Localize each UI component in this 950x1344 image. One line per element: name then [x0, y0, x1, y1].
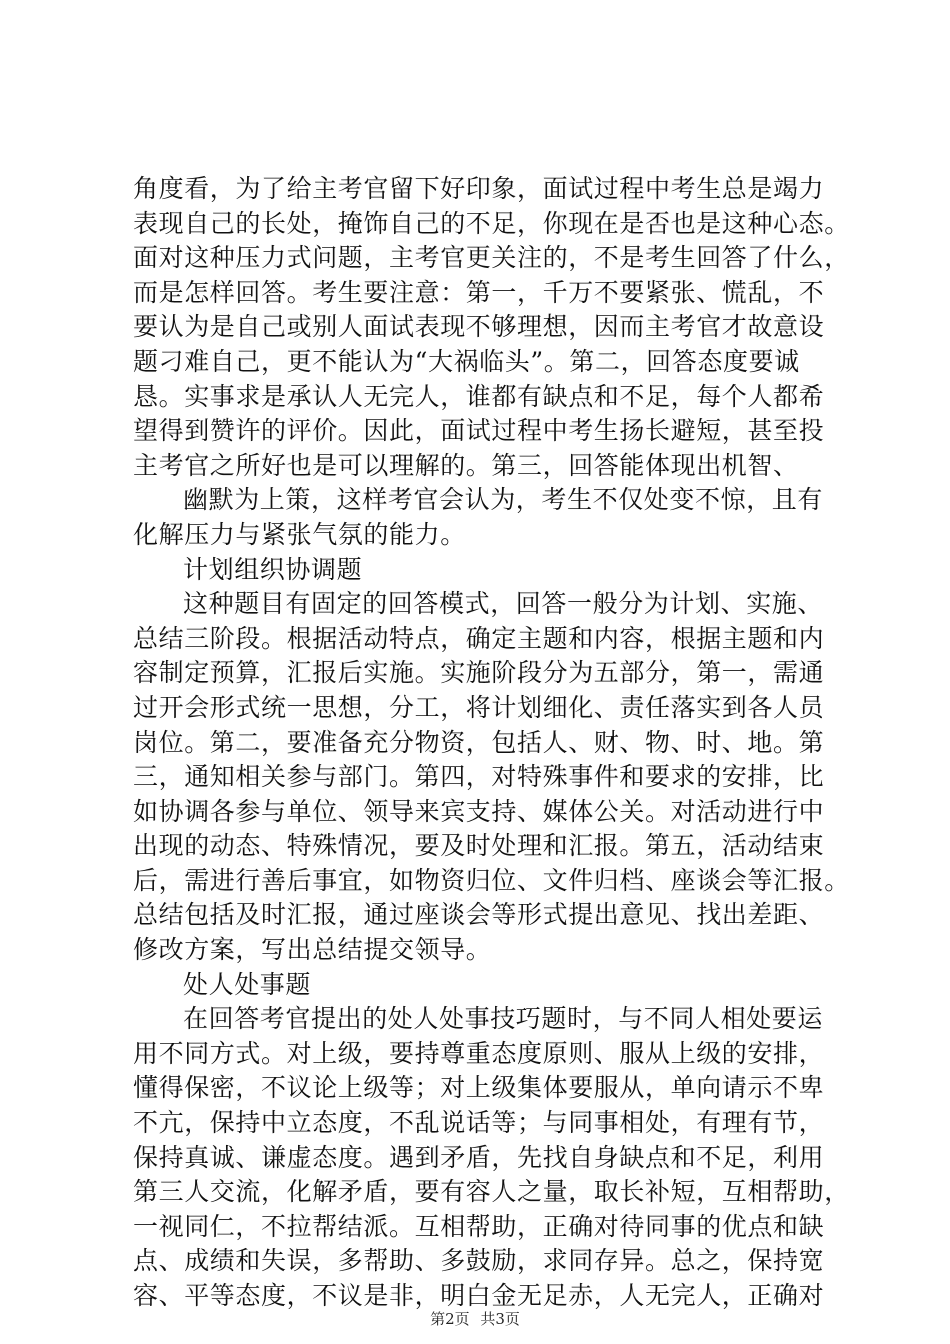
text-line: 修改方案，写出总结提交领导。 [133, 935, 492, 965]
text-line: 处人处事题 [183, 969, 312, 999]
text-line: 点、成绩和失误，多帮助、多鼓励，求同存异。总之，保持宽 [133, 1246, 825, 1276]
text-line: 恳。实事求是承认人无完人，谁都有缺点和不足，每个人都希 [133, 381, 825, 411]
text-line: 表现自己的长处，掩饰自己的不足，你现在是否也是这种心态。 [133, 208, 850, 238]
text-line: 过开会形式统一思想，分工，将计划细化、责任落实到各人员 [133, 692, 825, 722]
text-line: 化解压力与紧张气氛的能力。 [133, 519, 466, 549]
text-line: 三，通知相关参与部门。第四，对特殊事件和要求的安排，比 [133, 762, 825, 792]
text-line: 而是怎样回答。考生要注意：第一，千万不要紧张、慌乱，不 [133, 277, 825, 307]
page-footer [0, 1308, 950, 1329]
text-line: 角度看，为了给主考官留下好印象，面试过程中考生总是竭力 [133, 174, 825, 203]
text-line: 懂得保密，不议论上级等；对上级集体要服从，单向请示不卑 [133, 1073, 825, 1103]
text-line: 第三人交流，化解矛盾，要有容人之量，取长补短，互相帮助， [133, 1177, 850, 1207]
text-line: 后，需进行善后事宜，如物资归位、文件归档、座谈会等汇报。 [133, 865, 850, 895]
text-line: 这种题目有固定的回答模式，回答一般分为计划、实施、 [183, 589, 824, 619]
text-line: 要认为是自己或别人面试表现不够理想，因而主考官才故意设 [133, 312, 825, 342]
text-line: 容制定预算，汇报后实施。实施阶段分为五部分，第一，需通 [133, 658, 825, 688]
text-line: 面对这种压力式问题，主考官更关注的，不是考生回答了什么， [133, 243, 850, 273]
page-total: 共3页 [480, 1310, 520, 1328]
text-line: 不亢，保持中立态度，不乱说话等；与同事相处，有理有节， [133, 1108, 825, 1138]
page-number: 第2页 [430, 1310, 470, 1328]
document-body [133, 172, 850, 1314]
text-line: 计划组织协调题 [183, 554, 363, 584]
text-line: 题刁难自己，更不能认为“大祸临头”。第二，回答态度要诚 [133, 346, 800, 376]
text-line: 幽默为上策，这样考官会认为，考生不仅处变不惊，且有 [183, 485, 824, 515]
text-line: 用不同方式。对上级，要持尊重态度原则、服从上级的安排， [133, 1038, 825, 1068]
text-line: 总结包括及时汇报，通过座谈会等形式提出意见、找出差距、 [133, 900, 825, 930]
text-line: 在回答考官提出的处人处事技巧题时，与不同人相处要运 [183, 1004, 824, 1034]
text-line: 主考官之所好也是可以理解的。第三，回答能体现出机智、 [133, 450, 799, 480]
text-line: 容、平等态度，不议是非，明白金无足赤，人无完人，正确对 [133, 1281, 825, 1310]
text-line: 望得到赞许的评价。因此，面试过程中考生扬长避短，甚至投 [133, 416, 825, 446]
text-line: 岗位。第二，要准备充分物资，包括人、财、物、时、地。第 [133, 727, 825, 757]
text-line: 保持真诚、谦虚态度。遇到矛盾，先找自身缺点和不足，利用 [133, 1142, 825, 1172]
text-line: 一视同仁，不拉帮结派。互相帮助，正确对待同事的优点和缺 [133, 1211, 825, 1241]
text-line: 出现的动态、特殊情况，要及时处理和汇报。第五，活动结束 [133, 831, 825, 861]
text-line: 如协调各参与单位、领导来宾支持、媒体公关。对活动进行中 [133, 796, 825, 826]
text-line: 总结三阶段。根据活动特点，确定主题和内容，根据主题和内 [133, 623, 825, 653]
